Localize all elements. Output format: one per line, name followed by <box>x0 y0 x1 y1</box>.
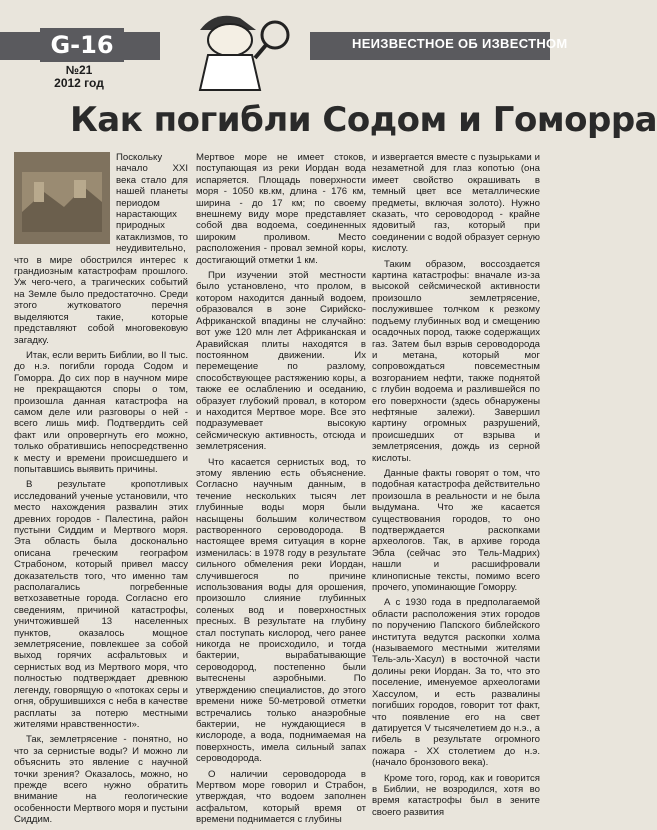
paragraph: Мертвое море не имеет стоков, поступающая из реки Иордан вода испаряется. Площадь поверхности моря - 1050 кв.км, длина - 176 км, ширина - до 17 км; по своему внешнему виду море представляет собой два водоема, соединенных широким проливом. Место расположения - провал земной коры, достигающий отметки 1 км. <box>196 152 366 266</box>
paragraph: А с 1930 года в предполагаемой области расположения этих городов по поручению Папского библейского института ведутся раскопки холма (называемого местными жителями Тель-эль-Хасул) в восточной части долины реки Иордан. За то, что это поселение, именуемое археологами Хассулом, и есть развалины погибших городов, говорит тот факт, что появление его на свет датируется V тысячелетием до н.э., а гибель в результате огромного пожара - XX столетием до н.э. (начало бронзового века). <box>372 597 540 769</box>
article-title: Как погибли Содом и Гоморра <box>70 100 657 140</box>
detective-illustration <box>160 0 310 96</box>
issue-number: №21 <box>65 63 93 77</box>
paragraph: Кроме того, город, как и говорится в Библии, не возродился, хотя во время катастрофы был в зените своего развития <box>372 772 540 818</box>
ruins-photo <box>14 152 110 244</box>
paragraph: Что касается сернистых вод, то этому явлению есть объяснение. Согласно научным данным, в течение нескольких тысяч лет глубинные воды моря были насыщены большим количеством растворенного сероводорода. В настоящее время ситуация в корне изменилась: в 1978 году в результате сильного обмеления реки Иордан, случившегося по причине использования воды для орошения, произошло слияние глубинных соленых вод и поверхностных пресных. В результате на глубину стал поступать кислород, чего ранее никогда не происходило, и тогда бактерии, вырабатывающие сероводород, постепенно были вытеснены аэробными. По утверждению специалистов, до этого времени ниже 50-метровой отметки встречались только анаэробные бактерии, не нуждающиеся в кислороде, а вода, поднимаемая на поверхность, имела сильный запах сероводорода. <box>196 456 366 765</box>
article-column-1 <box>14 152 188 830</box>
paragraph: Поскольку начало XXI века стало для нашей планеты периодом нарастающих природных катаклизмов, то неудивительно, что в мире обострился интерес к грандиозным катастрофам прошлого. Уж чего-чего, а трагических событий на Земле было предостаточно. Среди этого жутковатого перечня выделяются такие, которые представляют собой многовековую загадку. <box>14 152 188 346</box>
paragraph: О наличии сероводорода в Мертвом море говорил и Страбон, утверждая, что водоем заполнен асфальтом, который время от времени поднимается с глубины <box>196 768 366 826</box>
section-title: НЕИЗВЕСТНОЕ ОБ ИЗВЕСТНОМ <box>352 36 568 51</box>
page-number: G-16 <box>40 28 124 62</box>
paragraph: При изучении этой местности было установлено, что пролом, в котором находится данный водоем, образовался в зоне Сирийско-Африканской впадины не случайно: вот уже 120 млн лет Африканская и Аравийская плиты находятся в постоянном движении. Их перемещение по разлому, способствующее растяжению коры, а также ее ослаблению и оседанию, образует глубокий провал, в котором и находится Мертвое море. Все это подразумевает высокую сейсмическую активность, отсюда и землетрясения. <box>196 270 366 453</box>
paragraph: Таким образом, воссоздается картина катастрофы: вначале из-за высокой сейсмической активности произошло землетрясение, послужившее толчком к резкому подъему глубинных вод и смещению осадочных пород, также содержащих газ. Затем был взрыв сероводорода и метана, который мог сопровождаться повсеместным возгоранием нефти, также поднятой с глубин водоема и разлившейся по его поверхности (здесь обнаружены нефтяные залежи). Завершил картину огромных разрушений, происшедших от взрыва и землетрясения, дождь из серной кислоты. <box>372 258 540 464</box>
paragraph: Итак, если верить Библии, во II тыс. до н.э. погибли города Содом и Гоморра. До сих пор в научном мире не прекращаются споры о том, произошла данная катастрофа на самом деле или разговоры о ней - всего лишь миф. Подтвердить сей факт или опровергнуть его можно, только обратившись непосредственно к месту и времени происшедшего и попытавшись выявить причины. <box>14 349 188 475</box>
paragraph: В результате кропотливых исследований ученые установили, что место нахождения развалин этих древних городов - Палестина, район пустыни Сиддим и Мертвого моря. Эта область была доскональнo описана греческим географом Страбоном, который привел массу доказательств того, что именно там располагались погребенные ветхозаветные города. Согласно его сведениям, причиной катастрофы, уничтожившей 13 населенных пунктов, оказалось мощное землетрясение, повлекшее за собой выход горячих асфальтовых и сернистых вод из Мертвого моря, что полностью подтверждает древнюю легенду, говорящую о «потоках серы и огня, обрушившихся с неба в качестве расплаты за потерю местными жителями нравственности». <box>14 479 188 730</box>
paragraph: и извергается вместе с пузырьками и незаметной для глаз копотью (она имеет свойство окрашивать в темный цвет все металлические предметы, включая золото). Нужно сказать, что сероводород - крайне ядовитый газ, который при соединении с водой образует серную кислоту. <box>372 152 540 255</box>
issue-year: 2012 год <box>54 76 104 90</box>
paragraph: Так, землетрясение - понятно, но что за сернистые воды? И можно ли объяснить это явление с научной точки зрения? Оказалось, можно, но прежде всего нужно обратить внимание на геологические особенности Мертвого моря и пустыни Сиддим. <box>14 734 188 826</box>
issue-info <box>44 64 114 90</box>
article-column-3 <box>372 152 540 822</box>
article-column-2 <box>196 152 366 830</box>
paragraph: Данные факты говорят о том, что подобная катастрофа действительно произошла в реальности и не была выдумана. Что же касается существования городов, то оно подтверждается раскопками археологов. Так, в архиве города Эбла (сейчас это Тель-Мадрих) нашли и расшифровали клинописные тексты, помимо всего прочего, упоминающие Гоморру. <box>372 467 540 594</box>
